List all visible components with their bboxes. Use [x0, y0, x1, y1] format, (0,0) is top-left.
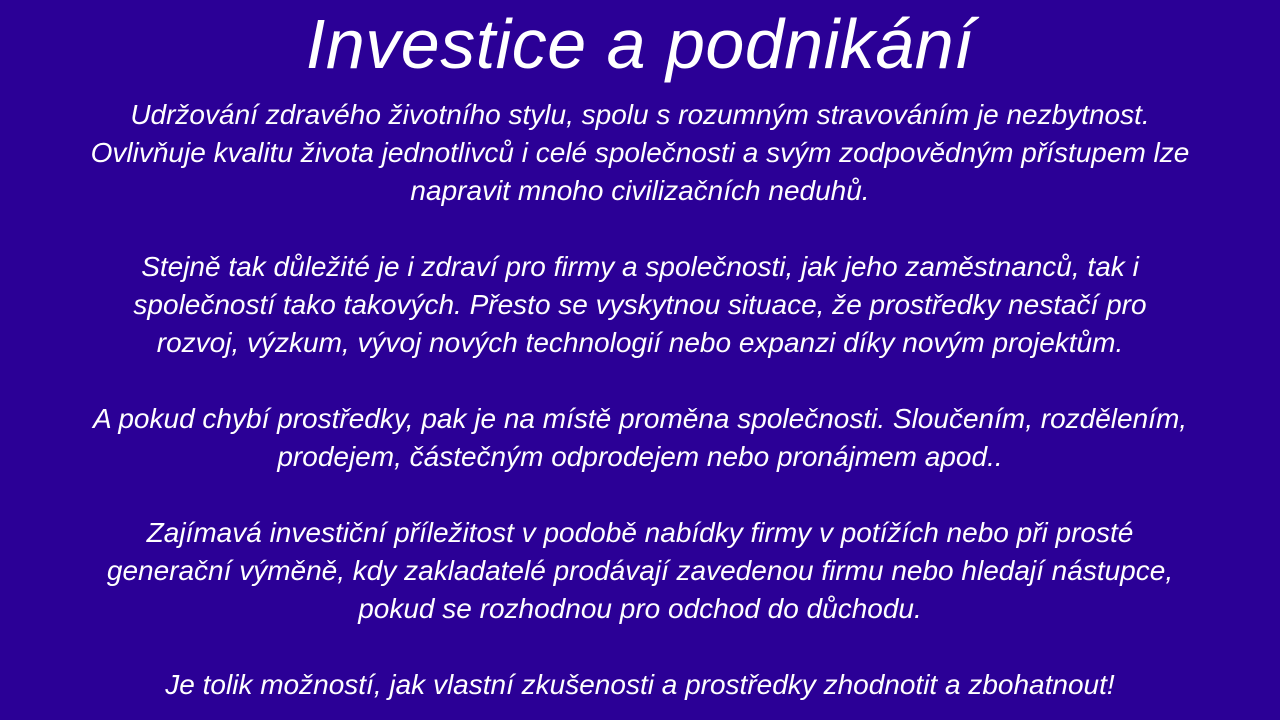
paragraph-line: Ovlivňuje kvalitu života jednotlivců i celé společnosti a svým zodpovědným přístupem lze [90, 137, 1190, 168]
paragraph-line: prodejem, částečným odprodejem nebo pronájmem apod.. [277, 441, 1003, 472]
paragraph-line: generační výměně, kdy zakladatelé prodávají zavedenou firmu nebo hledají nástupce, [106, 555, 1174, 586]
paragraph-line: Zajímavá investiční příležitost v podobě nabídky firmy v potížích nebo při prosté [146, 517, 1134, 548]
paragraph-line: rozvoj, výzkum, vývoj nových technologií nebo expanzi díky novým projektům. [156, 327, 1124, 358]
paragraph-line: společností tako takových. Přesto se vyskytnou situace, že prostředky nestačí pro [133, 289, 1147, 320]
paragraph-closing [0, 666, 1280, 704]
paragraph-healthy-lifestyle [0, 96, 1280, 210]
paragraph-line: Je tolik možností, jak vlastní zkušenosti a prostředky zhodnotit a zbohatnout! [165, 669, 1115, 700]
paragraph-line: napravit mnoho civilizačních neduhů. [410, 175, 870, 206]
paragraph-investment-opportunity [0, 514, 1280, 628]
paragraph-transformation [0, 400, 1280, 476]
paragraph-line: pokud se rozhodnou pro odchod do důchodu. [358, 593, 922, 624]
slide-title: Investice a podnikání [305, 5, 975, 83]
paragraph-line: Udržování zdravého životního stylu, spolu s rozumným stravováním je nezbytnost. [130, 99, 1150, 130]
paragraph-line: Stejně tak důležité je i zdraví pro firmy a společnosti, jak jeho zaměstnanců, tak i [141, 251, 1139, 282]
slide-body [0, 96, 1280, 704]
paragraph-company-health [0, 248, 1280, 362]
paragraph-line: A pokud chybí prostředky, pak je na místě proměna společnosti. Sloučením, rozdělením, [92, 403, 1188, 434]
